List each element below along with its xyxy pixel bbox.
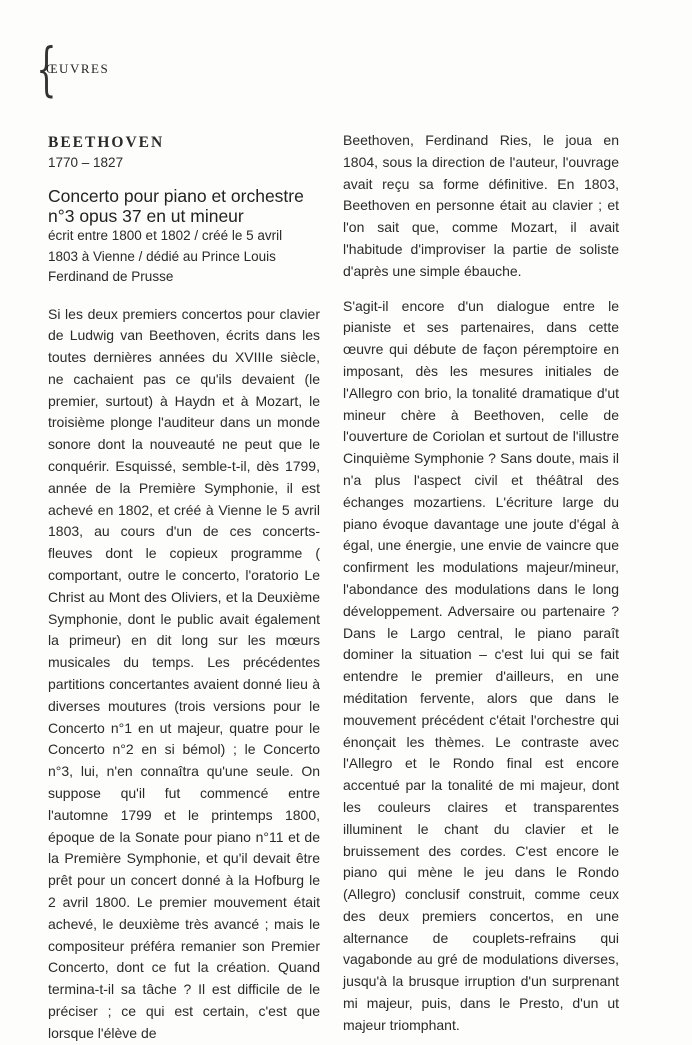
work-title-line-2: n°3 opus 37 en ut mineur <box>48 206 244 226</box>
section-brace-icon: { <box>36 35 57 103</box>
section-label: ŒUVRES <box>46 61 110 76</box>
composer-name: BEETHOVEN <box>48 134 165 151</box>
work-details-line-3: Ferdinand de Prusse <box>48 269 174 284</box>
work-details-line-1: écrit entre 1800 et 1802 / créé le 5 avril <box>48 228 283 243</box>
body-paragraph-2: Beethoven, Ferdinand Ries, le joua en 1804, sous la direction de l'auteur, l'ouvrage avait reçu sa forme définitive. En 1803, Beethoven en personne était au clavier ; et l'on sait que, comme Mozart, il avait l'habitude d'improviser la partie de soliste d'après une simple ébauche. <box>343 132 619 279</box>
right-column <box>343 130 619 1037</box>
work-details-line-2: 1803 à Vienne / dédié au Prince Louis <box>48 248 276 264</box>
work-title-line-1: Concerto pour piano et orchestre <box>48 186 304 206</box>
composer-dates: 1770 – 1827 <box>48 155 124 170</box>
body-paragraph-3: S'agit-il encore d'un dialogue entre le pianiste et ses partenaires, dans cette œuvre qui débute de façon péremptoire en imposant, dès les mesures initiales de l'Allegro con brio, la tonalité dramatique d'ut mineur chère à Beethoven, celle de l'ouverture de Coriolan et surtout de l'illustre Cinquième Symphonie ? Sans doute, mais il n'a plus l'aspect civil et théâtral des échanges mozartiens. L'écriture large du piano évoque davantage une joute d'égal à égal, une énergie, une envie de vaincre que confirment les modulations majeur/mineur, l'abondance des modulations dans le long développement. Adversaire ou partenaire ? Dans le Largo central, le piano paraît dominer la situation – c'est lui qui se fait entendre le premier d'ailleurs, en une méditation fervente, alors que dans le mouvement précédent c'était l'orchestre qui énonçait les thèmes. Le contraste avec l'Allegro et le Rondo final est encore accentué par la tonalité de mi majeur, dont les couleurs claires et transparentes illuminent le chant du clavier et le bruissement des cordes. C'est encore le piano qui mène le jeu dans le Rondo (Allegro) conclusif construit, comme ceux des deux premiers concertos, en une alternance de couplets-refrains qui vagabonde au gré de modulations diverses, jusqu'à la brusque irruption d'un surprenant mi majeur, puis, dans le Presto, d'un ut majeur triomphant. <box>343 297 619 1033</box>
work-details <box>48 226 320 288</box>
left-column <box>48 132 320 1045</box>
body-paragraph-1: Si les deux premiers concertos pour clavier de Ludwig van Beethoven, écrits dans les toutes dernières années du XVIIIe siècle, ne cachaient pas ce qu'ils devaient (le premier, surtout) à Haydn et à Mozart, le troisième plonge l'auditeur dans un monde sonore dont la nouveauté ne peut que le conquérir. Esquissé, semble-t-il, dès 1799, année de la Première Symphonie, il est achevé en 1802, et créé à Vienne le 5 avril 1803, au cours d'un de ces concerts-fleuves dont le copieux programme ( comportant, outre le concerto, l'oratorio Le Christ au Mont des Oliviers, et la Deuxième Symphonie, dont le public avait également la primeur) en dit long sur les mœurs musicales du temps. Les précédentes partitions concertantes avaient donné lieu à diverses moutures (trois versions pour le Concerto n°1 en ut majeur, quatre pour le Concerto n°2 en si bémol) ; le Concerto n°3, lui, n'en connaîtra qu'une seule. On suppose qu'il fut commencé entre l'automne 1799 et le printemps 1800, époque de la Sonate pour piano n°11 et de la Première Symphonie, et qu'il devait être prêt pour un concert donné à la Hofburg le 2 avril 1800. Le premier mouvement était achevé, le deuxième très avancé ; mais le compositeur préféra remanier son Premier Concerto, dont ce fut la création. Quand termina-t-il sa tâche ? Il est difficile de le préciser ; ce qui est certain, c'est que lorsque l'élève de <box>48 305 320 1041</box>
